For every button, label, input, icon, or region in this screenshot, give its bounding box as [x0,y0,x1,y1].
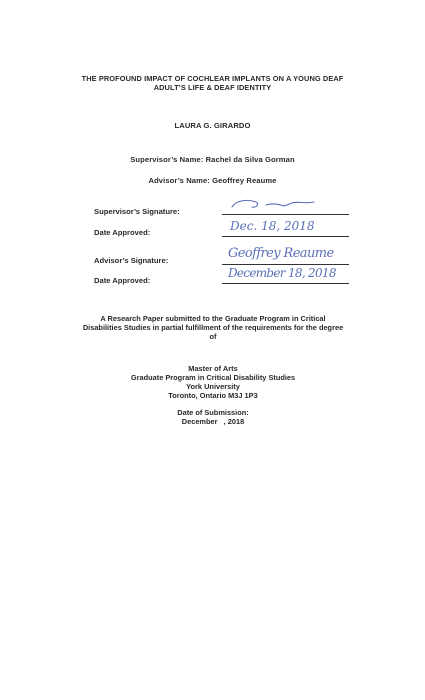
advisor-name: Advisor’s Name: Geoffrey Reaume [148,176,277,185]
advisor-date-label: Date Approved: [94,276,151,285]
statement-line-1: A Research Paper submitted to the Graduate Program in Critical [100,314,326,323]
supervisor-signature-label: Supervisor’s Signature: [94,207,180,216]
advisor-signature-handwritten: Geoffrey Reaume [228,246,334,261]
author-name: LAURA G. GIRARDO [174,121,251,130]
submission-date-block [58,408,368,426]
advisor-signature-label: Advisor’s Signature: [94,256,169,265]
degree-line-2: Graduate Program in Critical Disability Studies [130,373,296,382]
title-line-1: THE PROFOUND IMPACT OF COCHLEAR IMPLANTS ON A YOUNG DEAF [81,74,344,83]
degree-line-1: Master of Arts [188,364,238,373]
degree-line-3: York University [186,382,240,391]
supervisor-signature-mark [226,196,348,212]
supervisor-date-handwritten: Dec. 18, 2018 [230,219,315,233]
advisor-date-handwritten: December 18, 2018 [228,266,336,280]
supervisor-date-label: Date Approved: [94,228,151,237]
advisor-date-line [222,283,349,284]
supervisor-signature-line [222,214,349,215]
supervisor-name: Supervisor’s Name: Rachel da Silva Gorman [130,155,295,164]
title-line-2: ADULT’S LIFE & DEAF IDENTITY [153,83,272,92]
advisor-signature-line [222,264,349,265]
submission-date-label: Date of Submission: [177,408,249,417]
statement-line-3: of [209,332,217,341]
degree-line-4: Toronto, Ontario M3J 1P3 [168,391,258,400]
degree-block [58,364,368,400]
paper-title [60,74,365,92]
supervisor-date-line [222,236,349,237]
submission-statement [58,314,368,341]
submission-date-value: December , 2018 [181,417,245,426]
statement-line-2: Disabilities Studies in partial fulfillment of the requirements for the degree [82,323,344,332]
